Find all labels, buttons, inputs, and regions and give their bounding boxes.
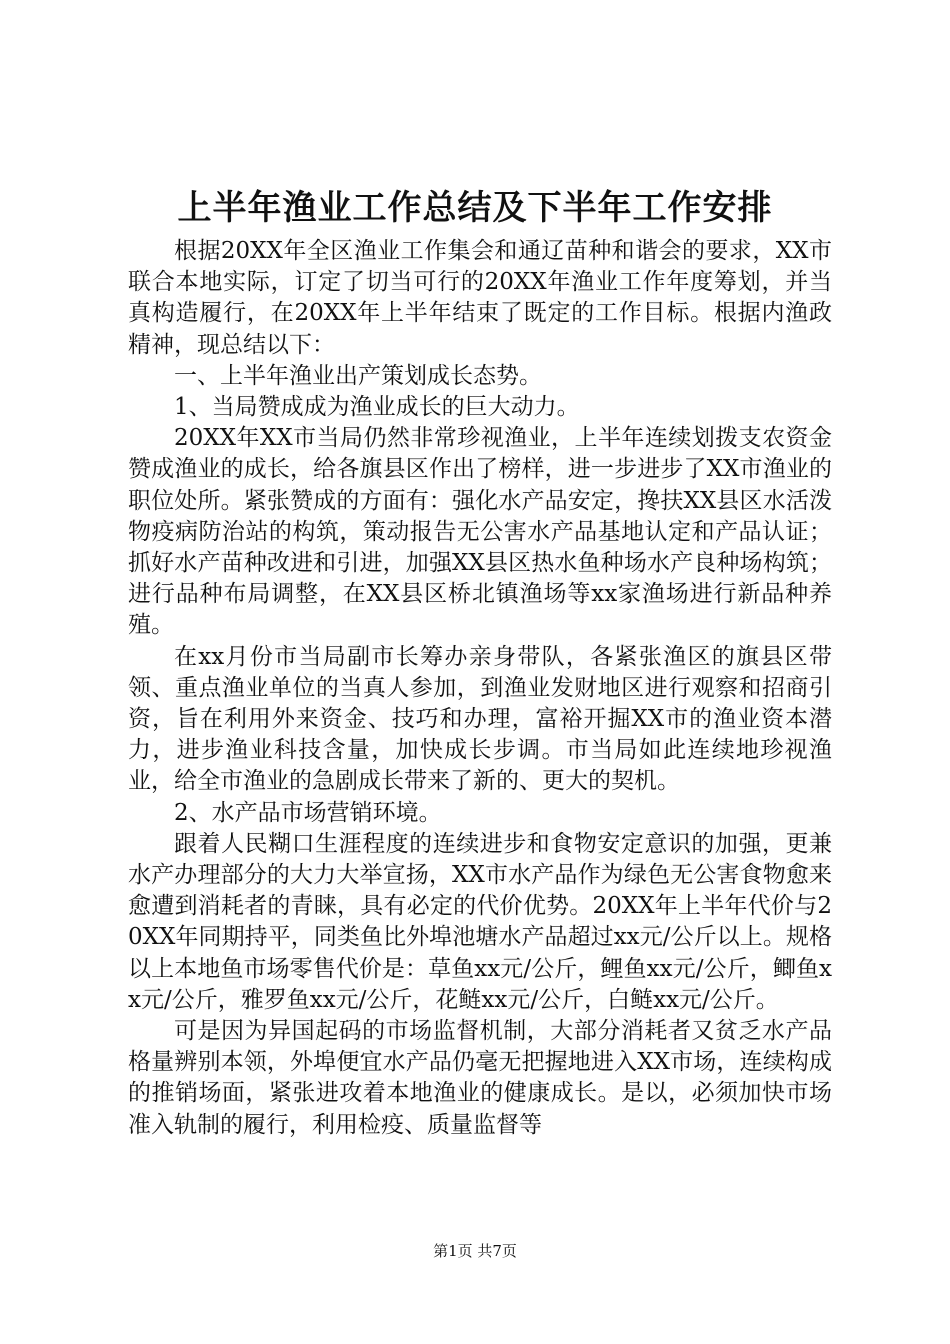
document-title: 上半年渔业工作总结及下半年工作安排 xyxy=(177,188,773,228)
heading-section-1: 一、上半年渔业出产策划成长态势。 xyxy=(174,362,542,389)
document-body xyxy=(128,236,832,1141)
heading-subsection-1: 1、当局赞成成为渔业成长的巨大动力。 xyxy=(174,394,580,421)
paragraph-market-supervision: 可是因为异国起码的市场监督机制，大部分消耗者又贫乏水产品格量辨别本领，外埠便宜水产品仍毫无把握地进入XX市场，连续构成的推销场面，紧张进攻着本地渔业的健康成长。是以，必须加快市场准入轨制的履行，利用检疫、质量监督等 xyxy=(128,1018,832,1138)
page-number-footer: 第1页 共7页 xyxy=(433,1242,517,1260)
heading-subsection-2: 2、水产品市场营销环境。 xyxy=(174,799,442,826)
paragraph-intro: 根据20XX年全区渔业工作集会和通辽苗种和谐会的要求，XX市联合本地实际，订定了切当可行的20XX年渔业工作年度筹划，并当真构造履行，在20XX年上半年结束了既定的工作目标。根据内渔政精神，现总结以下： xyxy=(128,238,832,358)
paragraph-government-support: 20XX年XX市当局仍然非常珍视渔业，上半年连续划拨支农资金赞成渔业的成长，给各旗县区作出了榜样，进一步进步了XX市渔业的职位处所。紧张赞成的方面有：强化水产品安定，搀扶XX县区水活泼物疫病防治站的构筑，策动报告无公害水产品基地认定和产品认证；抓好水产苗种改进和引进，加强XX县区热水鱼种场水产良种场构筑；进行品种布局调整，在XX县区桥北镇渔场等xx家渔场进行新品种养殖。 xyxy=(128,425,832,639)
paragraph-market-prices: 跟着人民糊口生涯程度的连续进步和食物安定意识的加强，更兼水产办理部分的大力大举宣扬，XX市水产品作为绿色无公害食物愈来愈遭到消耗者的青睐，具有必定的代价优势。20XX年上半年代价与20XX年同期持平，同类鱼比外埠池塘水产品超过xx元/公斤以上。规格以上本地鱼市场零售代价是：草鱼xx元/公斤，鲤鱼xx元/公斤，鲫鱼xx元/公斤，雅罗鱼xx元/公斤，花鲢xx元/公斤，白鲢xx元/公斤。 xyxy=(128,830,832,1013)
paragraph-investment-visit: 在xx月份市当局副市长筹办亲身带队，各紧张渔区的旗县区带领、重点渔业单位的当真人参加，到渔业发财地区进行观察和招商引资，旨在利用外来资金、技巧和办理，富裕开掘XX市的渔业资本潜力，进步渔业科技含量，加快成长步调。市当局如此连续地珍视渔业，给全市渔业的急剧成长带来了新的、更大的契机。 xyxy=(128,643,832,795)
